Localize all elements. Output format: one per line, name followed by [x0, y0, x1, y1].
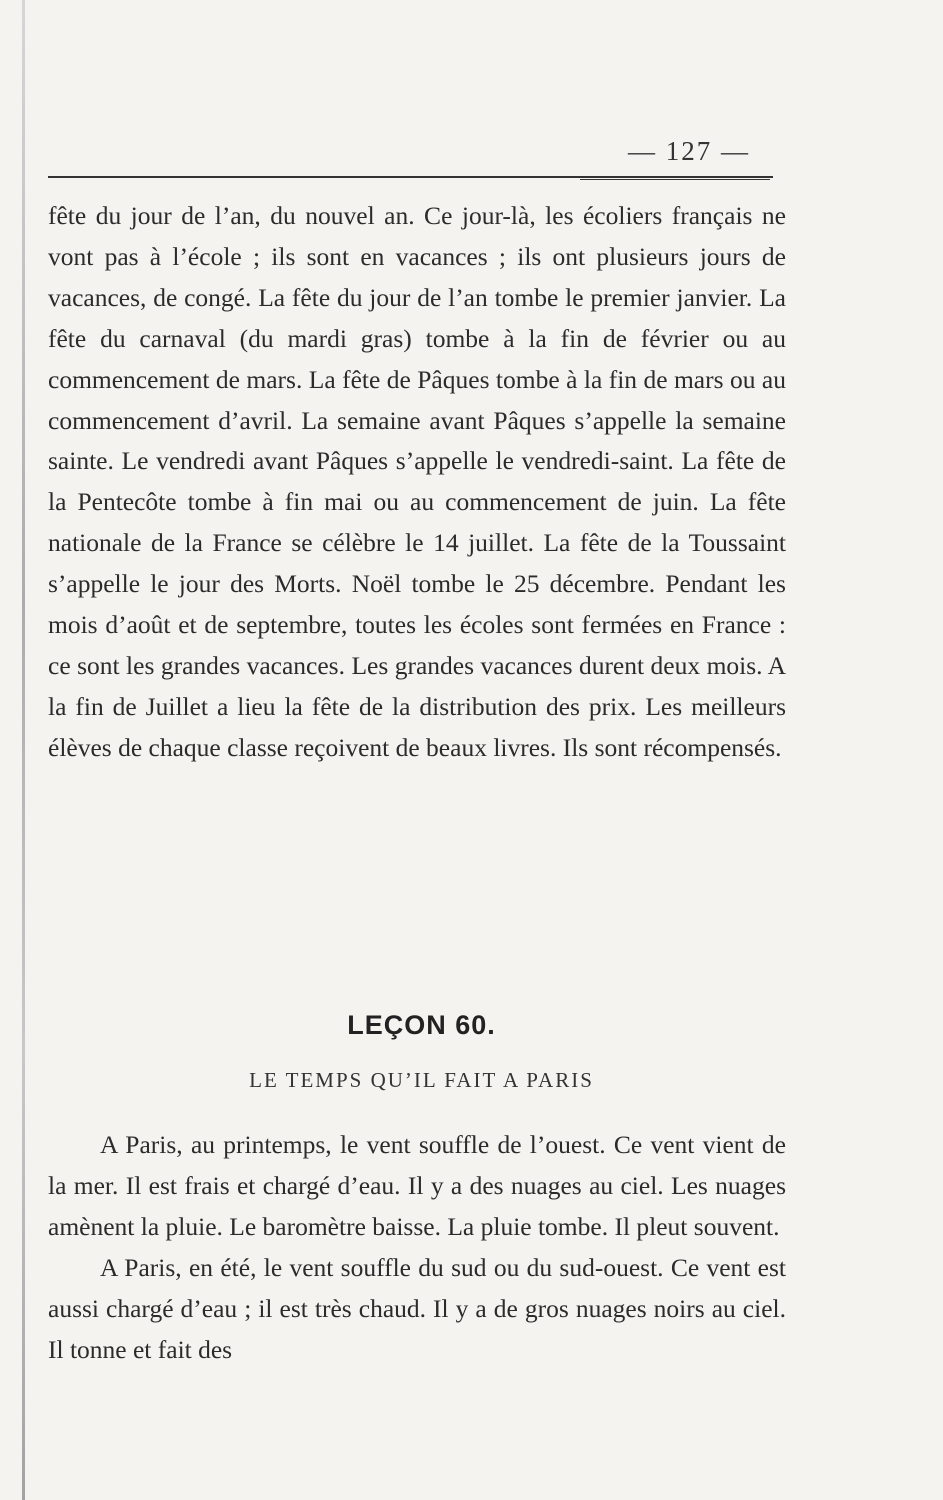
body-text: [48, 196, 786, 769]
header-rule: [48, 176, 773, 178]
binding-edge: [22, 0, 25, 1500]
page-number: — 127 —: [628, 136, 750, 166]
lesson-heading: LEÇON 60.: [347, 1010, 496, 1040]
header-rule-accent: [580, 179, 770, 180]
lesson-paragraph-1: A Paris, au printemps, le vent souffle de l’ouest. Ce vent vient de la mer. Il est frais et chargé d’eau. Il y a des nuages au ciel. Les nuages amènent la pluie. Le baromètre baisse. La pluie tombe. Il pleut souvent.: [48, 1130, 786, 1241]
body-paragraph: fête du jour de l’an, du nouvel an. Ce jour-là, les écoliers français ne vont pas à l’école ; ils sont en vacances ; ils ont plusieurs jours de vacances, de congé. La fête du jour de l’an tombe le premier janvier. La fête du carnaval (du mardi gras) tombe à la fin de février ou au commencement de mars. La fête de Pâques tombe à la fin de mars ou au commencement d’avril. La semaine avant Pâques s’appelle la semaine sainte. Le vendredi avant Pâques s’appelle le vendredi-saint. La fête de la Pentecôte tombe à fin mai ou au commencement de juin. La fête nationale de la France se célèbre le 14 juillet. La fête de la Toussaint s’appelle le jour des Morts. Noël tombe le 25 décembre. Pendant les mois d’août et de septembre, toutes les écoles sont fermées en France : ce sont les grandes vacances. Les grandes vacances durent deux mois. A la fin de Juillet a lieu la fête de la distribution des prix. Les meilleurs élèves de chaque classe reçoivent de beaux livres. Ils sont récompensés.: [48, 201, 786, 762]
lesson-paragraph-2: A Paris, en été, le vent souffle du sud ou du sud-ouest. Ce vent est aussi chargé d’eau ; il est très chaud. Il y a de gros nuages noirs au ciel. Il tonne et fait des: [48, 1252, 786, 1364]
lesson-subtitle: LE TEMPS QU’IL FAIT A PARIS: [249, 1068, 594, 1092]
lesson-text: [48, 1125, 786, 1370]
